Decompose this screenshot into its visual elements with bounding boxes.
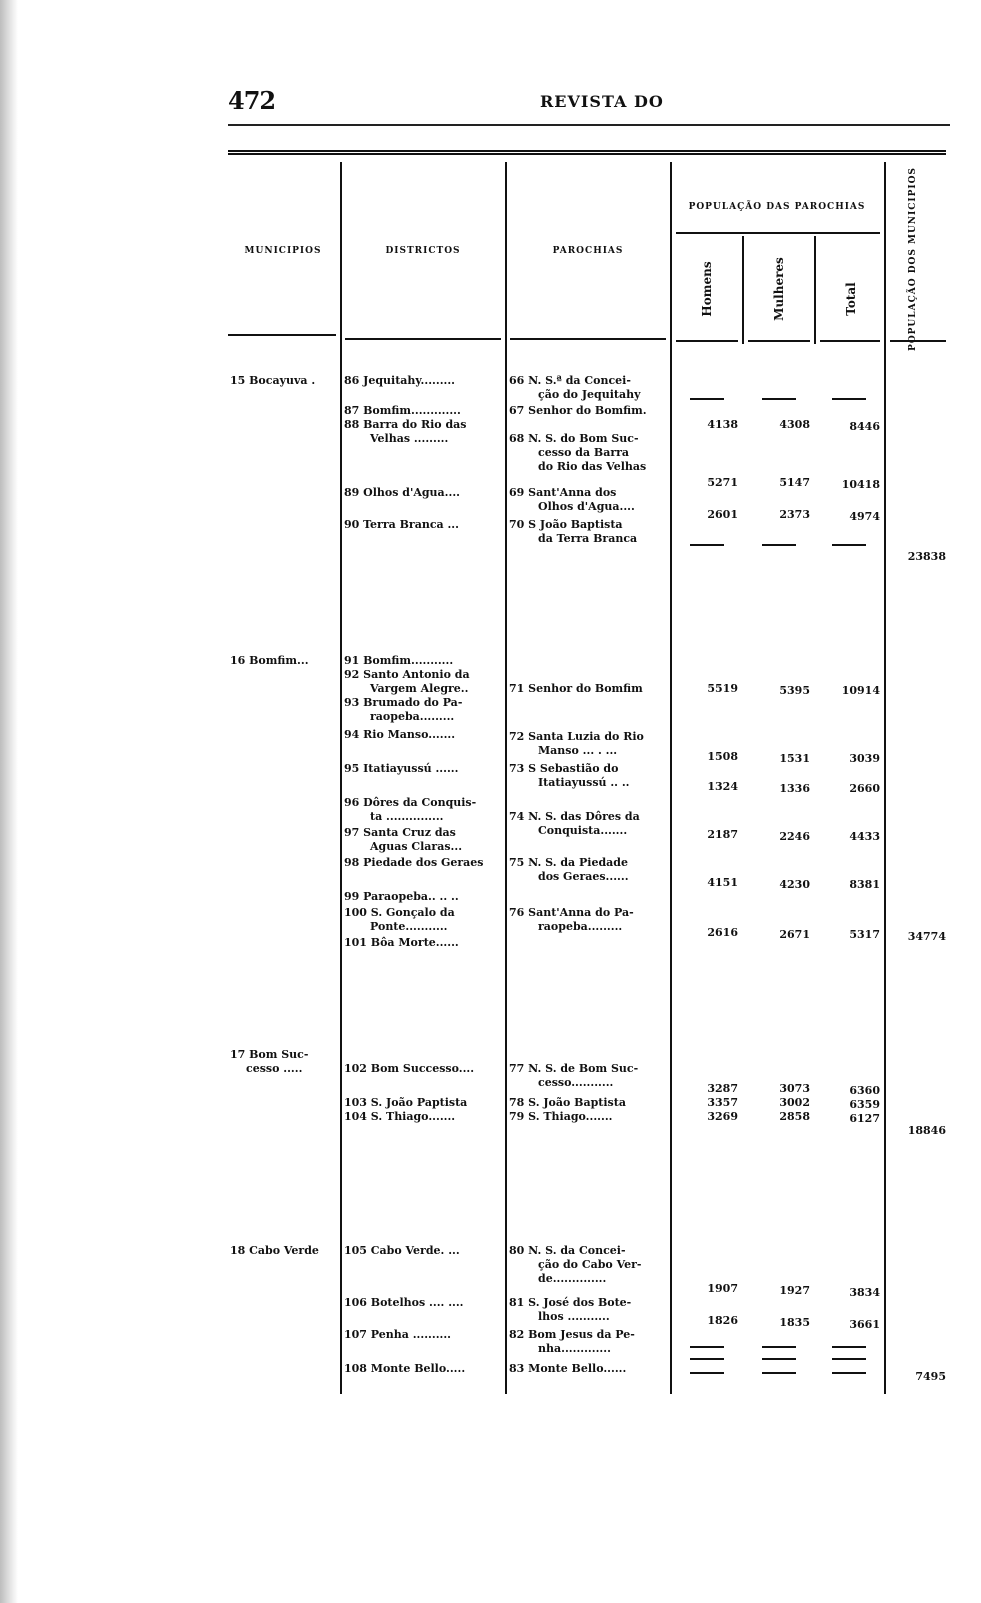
- municipio-label: 15 Bocayuva .: [230, 374, 316, 387]
- cell-total: 10418: [841, 478, 880, 491]
- empty-dash: [762, 1358, 796, 1360]
- cell-homens: 1508: [707, 750, 738, 763]
- parish-line: ção do Jequitahy: [538, 388, 641, 401]
- district-line: 100 S. Gonçalo da: [344, 906, 455, 919]
- empty-dash: [832, 398, 866, 400]
- parish-line: cesso...........: [538, 1076, 614, 1089]
- cell-homens: 4138: [707, 418, 738, 431]
- empty-dash: [762, 544, 796, 546]
- municipio-label: 17 Bom Suc-: [230, 1048, 309, 1061]
- parish-line: 79 S. Thiago.......: [509, 1110, 613, 1123]
- district-line: 98 Piedade dos Geraes: [344, 856, 484, 869]
- hdr-rule-t: [820, 340, 880, 342]
- cell-total: 5317: [849, 928, 880, 941]
- cell-total: 10914: [841, 684, 880, 697]
- cell-homens: 1324: [707, 780, 738, 793]
- parish-line: 78 S. João Baptista: [509, 1096, 626, 1109]
- district-line: Ponte...........: [370, 920, 448, 933]
- hdr-rule-dist: [345, 338, 501, 340]
- district-line: 99 Paraopeba.. .. ..: [344, 890, 459, 903]
- parish-line: nha.............: [538, 1342, 611, 1355]
- parish-line: Conquista.......: [538, 824, 628, 837]
- district-line: raopeba.........: [370, 710, 455, 723]
- parish-line: 67 Senhor do Bomfim.: [509, 404, 647, 417]
- cell-mulheres: 3073: [779, 1082, 810, 1095]
- district-line: 90 Terra Branca ...: [344, 518, 459, 531]
- cell-total: 3834: [849, 1286, 880, 1299]
- municipio-label: 18 Cabo Verde: [230, 1244, 319, 1257]
- parish-line: 77 N. S. de Bom Suc-: [509, 1062, 639, 1075]
- district-line: 102 Bom Successo....: [344, 1062, 475, 1075]
- cell-mulheres: 2246: [779, 830, 810, 843]
- parish-line: dos Geraes......: [538, 870, 629, 883]
- cell-homens: 2616: [707, 926, 738, 939]
- district-line: 107 Penha ..........: [344, 1328, 452, 1341]
- cell-total: 6359: [849, 1098, 880, 1111]
- district-line: 91 Bomfim...........: [344, 654, 454, 667]
- cell-homens: 5519: [707, 682, 738, 695]
- cell-homens: 4151: [707, 876, 738, 889]
- hdr-rule-m: [748, 340, 810, 342]
- parish-line: 70 S João Baptista: [509, 518, 623, 531]
- parish-line: 66 N. S.ª da Concei-: [509, 374, 631, 387]
- district-line: 92 Santo Antonio da: [344, 668, 470, 681]
- cell-mulheres: 1531: [779, 752, 810, 765]
- empty-dash: [690, 1358, 724, 1360]
- district-line: ta ...............: [370, 810, 444, 823]
- municipio-total: 34774: [907, 930, 946, 943]
- empty-dash: [690, 398, 724, 400]
- district-line: Vargem Alegre..: [370, 682, 469, 695]
- empty-dash: [690, 1346, 724, 1348]
- parish-line: 69 Sant'Anna dos: [509, 486, 617, 499]
- header-homens: Homens: [700, 261, 714, 317]
- district-line: 101 Bôa Morte......: [344, 936, 459, 949]
- hdr-rule-h: [676, 340, 738, 342]
- parish-line: de..............: [538, 1272, 607, 1285]
- district-line: Velhas .........: [370, 432, 449, 445]
- district-line: 104 S. Thiago.......: [344, 1110, 456, 1123]
- district-line: Aguas Claras...: [370, 840, 463, 853]
- parish-line: 68 N. S. do Bom Suc-: [509, 432, 639, 445]
- hdr-rule-pm: [890, 340, 946, 342]
- page-binding-shadow: [0, 0, 18, 1603]
- cell-mulheres: 2858: [779, 1110, 810, 1123]
- parish-line: Manso ... . ...: [538, 744, 618, 757]
- municipio-total: 18846: [907, 1124, 946, 1137]
- hdr-rule-pop: [676, 232, 880, 234]
- empty-dash: [832, 544, 866, 546]
- cell-homens: 3357: [707, 1096, 738, 1109]
- district-line: 93 Brumado do Pa-: [344, 696, 463, 709]
- district-line: 94 Rio Manso.......: [344, 728, 456, 741]
- empty-dash: [832, 1372, 866, 1374]
- parish-line: Itatiayussú .. ..: [538, 776, 630, 789]
- parish-line: 80 N. S. da Concei-: [509, 1244, 626, 1257]
- cell-mulheres: 5395: [779, 684, 810, 697]
- cell-mulheres: 2373: [779, 508, 810, 521]
- cell-mulheres: 4230: [779, 878, 810, 891]
- header-mulheres: Mulheres: [772, 257, 786, 321]
- cell-total: 4974: [849, 510, 880, 523]
- parish-line: 75 N. S. da Piedade: [509, 856, 628, 869]
- district-line: 86 Jequitahy.........: [344, 374, 456, 387]
- parish-line: Olhos d'Agua....: [538, 500, 635, 513]
- district-line: 88 Barra do Rio das: [344, 418, 467, 431]
- municipio-label: cesso .....: [246, 1062, 303, 1075]
- empty-dash: [762, 398, 796, 400]
- col-rule-2: [505, 162, 507, 1394]
- table-top-rule: [228, 150, 946, 159]
- header-populacao-municipios: POPULAÇÃO DOS MUNICIPIOS: [908, 167, 918, 351]
- cell-homens: 1907: [707, 1282, 738, 1295]
- empty-dash: [762, 1372, 796, 1374]
- empty-dash: [690, 544, 724, 546]
- district-line: 106 Botelhos .... ....: [344, 1296, 464, 1309]
- district-line: 96 Dôres da Conquis-: [344, 796, 477, 809]
- parish-line: cesso da Barra: [538, 446, 630, 459]
- hdr-rule-par: [510, 338, 666, 340]
- cell-homens: 1826: [707, 1314, 738, 1327]
- district-line: 97 Santa Cruz das: [344, 826, 456, 839]
- parish-line: 71 Senhor do Bomfim: [509, 682, 643, 695]
- cell-total: 6127: [849, 1112, 880, 1125]
- empty-dash: [832, 1346, 866, 1348]
- parish-line: 81 S. José dos Bote-: [509, 1296, 632, 1309]
- cell-homens: 2601: [707, 508, 738, 521]
- empty-dash: [832, 1358, 866, 1360]
- running-head: REVISTA DO: [540, 92, 664, 111]
- hdr-rule-mun: [228, 334, 336, 336]
- col-rule-5: [814, 236, 816, 344]
- col-rule-4: [742, 236, 744, 344]
- cell-total: 8381: [849, 878, 880, 891]
- header-parochias: PAROCHIAS: [552, 246, 624, 256]
- cell-total: 8446: [849, 420, 880, 433]
- cell-total: 3039: [849, 752, 880, 765]
- cell-total: 2660: [849, 782, 880, 795]
- col-rule-6: [884, 162, 886, 1394]
- cell-mulheres: 1927: [779, 1284, 810, 1297]
- parish-line: raopeba.........: [538, 920, 623, 933]
- parish-line: lhos ...........: [538, 1310, 610, 1323]
- parish-line: da Terra Branca: [538, 532, 638, 545]
- cell-total: 4433: [849, 830, 880, 843]
- cell-homens: 3269: [707, 1110, 738, 1123]
- cell-total: 6360: [849, 1084, 880, 1097]
- district-line: 108 Monte Bello.....: [344, 1362, 466, 1375]
- empty-dash: [762, 1346, 796, 1348]
- col-rule-3: [670, 162, 672, 1394]
- cell-mulheres: 1835: [779, 1316, 810, 1329]
- parish-line: do Rio das Velhas: [538, 460, 647, 473]
- parish-line: 83 Monte Bello......: [509, 1362, 627, 1375]
- municipio-total: 23838: [907, 550, 946, 563]
- cell-total: 3661: [849, 1318, 880, 1331]
- cell-homens: 5271: [707, 476, 738, 489]
- cell-homens: 2187: [707, 828, 738, 841]
- parish-line: 76 Sant'Anna do Pa-: [509, 906, 634, 919]
- district-line: 95 Itatiayussú ......: [344, 762, 459, 775]
- cell-mulheres: 4308: [779, 418, 810, 431]
- municipio-label: 16 Bomfim...: [230, 654, 309, 667]
- cell-mulheres: 1336: [779, 782, 810, 795]
- header-total: Total: [844, 282, 858, 316]
- district-line: 87 Bomfim.............: [344, 404, 461, 417]
- col-rule-1: [340, 162, 342, 1394]
- parish-line: 72 Santa Luzia do Rio: [509, 730, 644, 743]
- header-populacao-parochias: POPULAÇÃO DAS PAROCHIAS: [688, 202, 866, 212]
- header-municipios: MUNICIPIOS: [244, 246, 322, 256]
- district-line: 105 Cabo Verde. ...: [344, 1244, 460, 1257]
- header-districtos: DISTRICTOS: [385, 246, 461, 256]
- cell-homens: 3287: [707, 1082, 738, 1095]
- parish-line: ção do Cabo Ver-: [538, 1258, 642, 1271]
- cell-mulheres: 2671: [779, 928, 810, 941]
- district-line: 89 Olhos d'Agua....: [344, 486, 460, 499]
- header-rule: [228, 124, 950, 126]
- parish-line: 73 S Sebastião do: [509, 762, 619, 775]
- district-line: 103 S. João Paptista: [344, 1096, 468, 1109]
- municipio-total: 7495: [915, 1370, 946, 1383]
- cell-mulheres: 5147: [779, 476, 810, 489]
- empty-dash: [690, 1372, 724, 1374]
- parish-line: 82 Bom Jesus da Pe-: [509, 1328, 635, 1341]
- page-number: 472: [228, 86, 276, 115]
- cell-mulheres: 3002: [779, 1096, 810, 1109]
- parish-line: 74 N. S. das Dôres da: [509, 810, 640, 823]
